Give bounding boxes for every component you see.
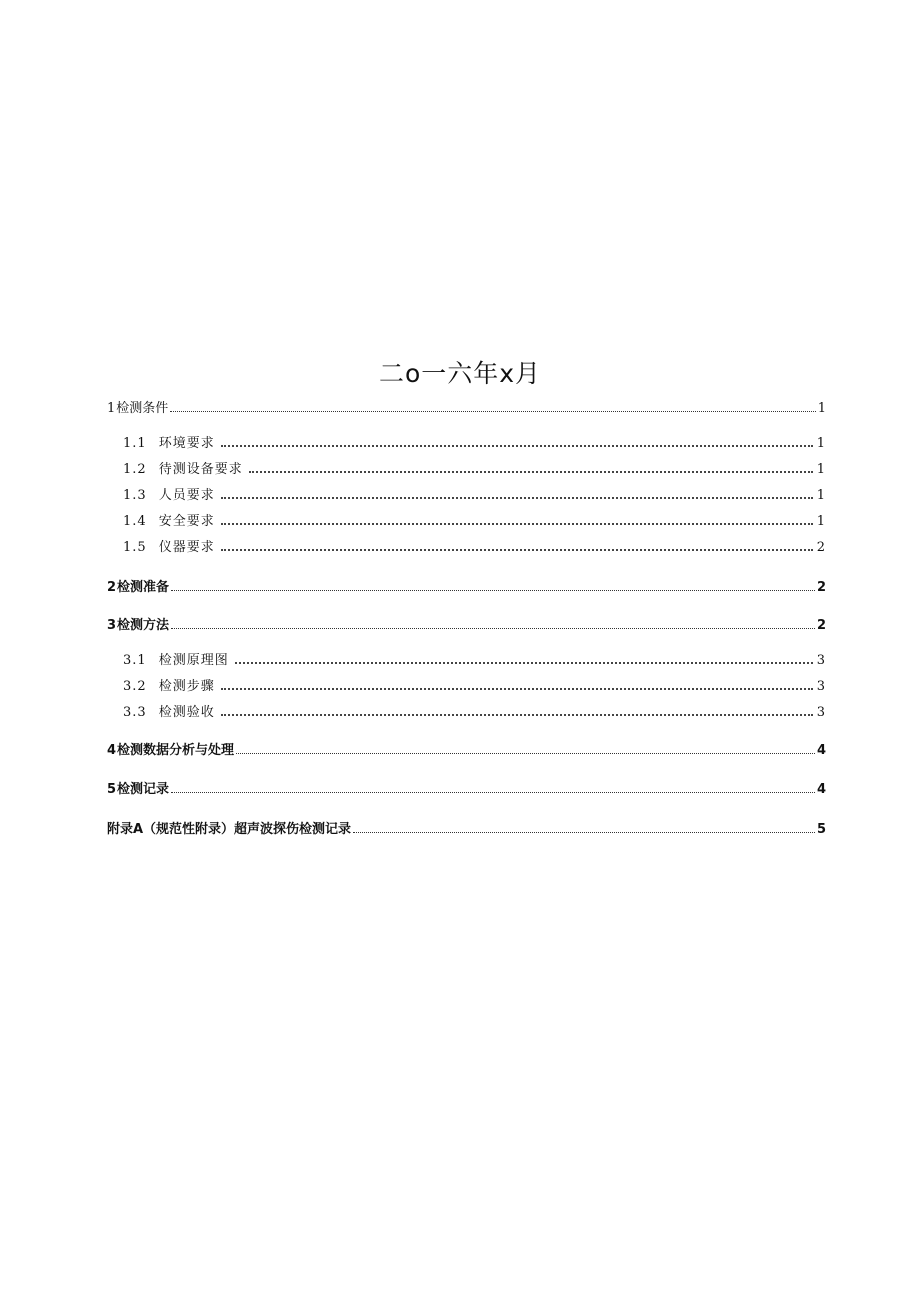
toc-dot-leader bbox=[221, 523, 813, 525]
toc-entry-title: 仪器要求 bbox=[158, 540, 215, 555]
toc-entry-page: 4 bbox=[816, 743, 826, 758]
toc-entry-page: 5 bbox=[816, 822, 826, 837]
toc-entry-1-3[interactable] bbox=[123, 483, 826, 503]
toc-entry-page: 2 bbox=[816, 540, 826, 555]
document-date-title: 二o一六年x月 bbox=[378, 359, 542, 388]
toc-dot-leader bbox=[221, 549, 813, 551]
toc-entry-title: 附录A（规范性附录）超声波探伤检测记录 bbox=[107, 822, 352, 837]
toc-dot-leader bbox=[171, 628, 815, 629]
toc-entry-3-2[interactable] bbox=[123, 674, 826, 694]
toc-entry-5[interactable] bbox=[107, 777, 826, 797]
toc-entry-label bbox=[123, 458, 243, 477]
toc-entry-title: 检测记录 bbox=[117, 782, 170, 797]
toc-entry-number: 2 bbox=[107, 580, 117, 595]
toc-entry-2[interactable] bbox=[107, 575, 826, 595]
toc-dot-leader bbox=[171, 590, 815, 591]
toc-entry-1-2[interactable] bbox=[123, 457, 826, 477]
toc-entry-page: 3 bbox=[816, 679, 826, 694]
toc-entry-3-3[interactable] bbox=[123, 700, 826, 720]
toc-entry-1-4[interactable] bbox=[123, 509, 826, 529]
toc-entry-3-1[interactable] bbox=[123, 648, 826, 668]
toc-entry-page: 3 bbox=[816, 705, 826, 720]
toc-entry-label bbox=[123, 701, 215, 720]
toc-entry-number: 1.4 bbox=[123, 514, 147, 529]
toc-dot-leader bbox=[353, 832, 815, 833]
toc-entry-title: 待测设备要求 bbox=[158, 462, 243, 477]
toc-entry-3[interactable] bbox=[107, 613, 826, 633]
toc-entry-label bbox=[107, 397, 168, 416]
toc-entry-page: 1 bbox=[816, 514, 826, 529]
toc-entry-number: 3.3 bbox=[123, 705, 147, 720]
toc-dot-leader bbox=[236, 753, 815, 754]
toc-entry-title: 检测数据分析与处理 bbox=[117, 743, 235, 758]
toc-entry-number: 1.3 bbox=[123, 488, 147, 503]
toc-entry-label bbox=[123, 432, 215, 451]
toc-dot-leader bbox=[221, 497, 813, 499]
toc-dot-leader bbox=[249, 471, 813, 473]
toc-entry-number: 3 bbox=[107, 618, 117, 633]
toc-entry-appendix-a[interactable] bbox=[107, 817, 826, 837]
toc-entry-label bbox=[123, 510, 215, 529]
toc-entry-title: 检测验收 bbox=[158, 705, 215, 720]
toc-entry-title: 检测条件 bbox=[116, 401, 169, 416]
toc-entry-1-5[interactable] bbox=[123, 535, 826, 555]
toc-dot-leader bbox=[171, 792, 815, 793]
toc-entry-page: 1 bbox=[816, 436, 826, 451]
toc-entry-number: 3.1 bbox=[123, 653, 147, 668]
toc-entry-page: 1 bbox=[817, 401, 826, 416]
toc-entry-1[interactable] bbox=[107, 396, 826, 416]
toc-entry-label bbox=[107, 739, 234, 758]
toc-entry-label bbox=[107, 576, 169, 595]
toc-entry-1-1[interactable] bbox=[123, 431, 826, 451]
toc-dot-leader bbox=[221, 688, 813, 690]
toc-entry-title: 检测步骤 bbox=[158, 679, 215, 694]
toc-entry-number: 3.2 bbox=[123, 679, 147, 694]
toc-entry-number: 1.5 bbox=[123, 540, 147, 555]
toc-dot-leader bbox=[221, 714, 813, 716]
toc-entry-page: 1 bbox=[816, 462, 826, 477]
toc-entry-label bbox=[107, 778, 169, 797]
toc-entry-number: 1 bbox=[107, 401, 116, 416]
toc-entry-number: 5 bbox=[107, 782, 117, 797]
toc-entry-label bbox=[107, 818, 351, 837]
toc-entry-page: 2 bbox=[816, 618, 826, 633]
toc-entry-label bbox=[123, 484, 215, 503]
toc-entry-label bbox=[123, 536, 215, 555]
toc-entry-page: 1 bbox=[816, 488, 826, 503]
toc-entry-page: 4 bbox=[816, 782, 826, 797]
toc-entry-title: 检测原理图 bbox=[158, 653, 229, 668]
toc-dot-leader bbox=[221, 445, 813, 447]
toc-entry-number: 4 bbox=[107, 743, 117, 758]
toc-entry-title: 检测方法 bbox=[117, 618, 170, 633]
toc-entry-label bbox=[123, 649, 229, 668]
toc-entry-label bbox=[107, 614, 169, 633]
toc-entry-number: 1.1 bbox=[123, 436, 147, 451]
toc-entry-page: 2 bbox=[816, 580, 826, 595]
toc-entry-title: 环境要求 bbox=[158, 436, 215, 451]
toc-entry-title: 人员要求 bbox=[158, 488, 215, 503]
toc-dot-leader bbox=[170, 411, 815, 412]
toc-entry-title: 检测准备 bbox=[117, 580, 170, 595]
toc-entry-page: 3 bbox=[816, 653, 826, 668]
toc-entry-label bbox=[123, 675, 215, 694]
toc-dot-leader bbox=[235, 662, 813, 664]
toc-entry-4[interactable] bbox=[107, 738, 826, 758]
toc-entry-title: 安全要求 bbox=[158, 514, 215, 529]
toc-entry-number: 1.2 bbox=[123, 462, 147, 477]
